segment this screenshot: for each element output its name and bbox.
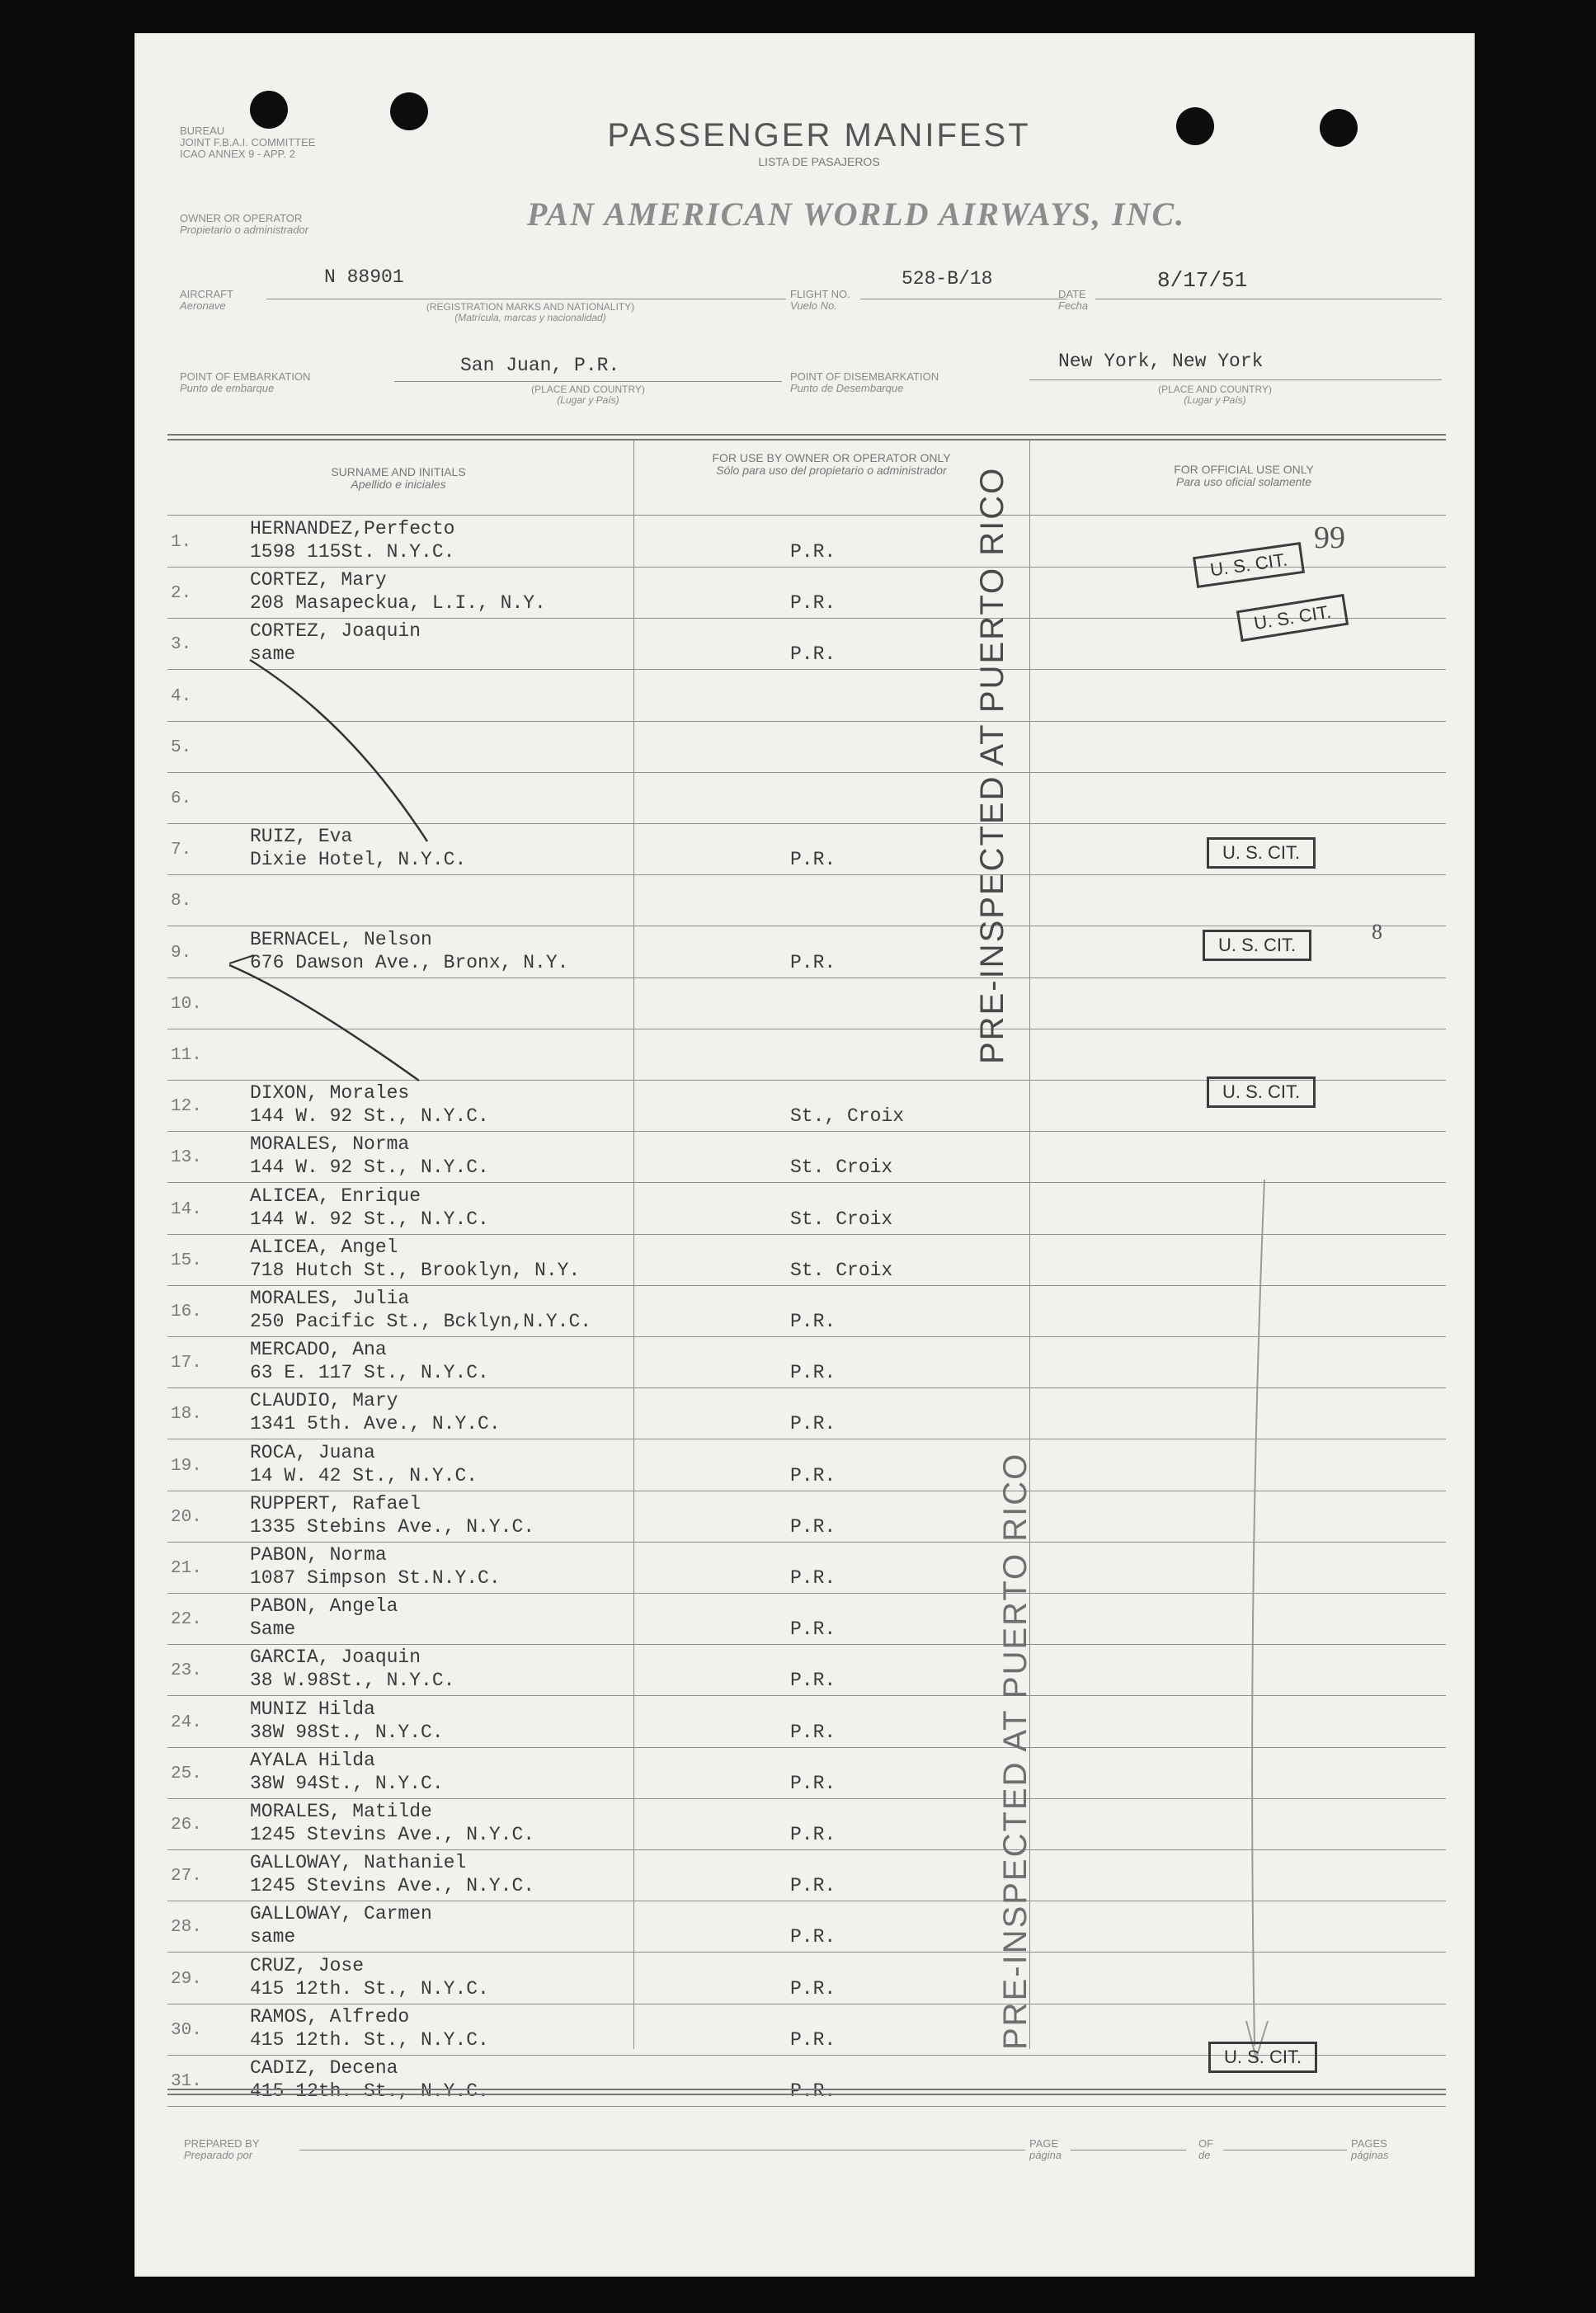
row-number: 12. — [171, 1097, 202, 1117]
passenger-address: same — [250, 1926, 296, 1948]
origin-code: St. Croix — [790, 1259, 893, 1281]
row-number: 16. — [171, 1303, 202, 1321]
row-number: 17. — [171, 1354, 202, 1373]
origin-code: P.R. — [790, 1875, 836, 1897]
disembark-label: POINT OF DISEMBARKATION Punto de Desembarque — [790, 370, 939, 394]
column-header-official: FOR OFFICIAL USE ONLY Para uso oficial solamente — [1174, 463, 1314, 488]
stamp-line: JOINT F.B.A.I. COMMITTEE — [180, 136, 316, 148]
passenger-name: DIXON, Morales — [250, 1082, 410, 1105]
table-top-rule — [167, 434, 1446, 436]
row-number: 2. — [171, 584, 192, 604]
aircraft-label: AIRCRAFT Aeronave — [180, 288, 233, 312]
passenger-address: 144 W. 92 St., N.Y.C. — [250, 1156, 489, 1179]
punch-hole — [390, 92, 428, 130]
passenger-address: 1245 Stevins Ave., N.Y.C. — [250, 1824, 535, 1845]
us-cit-stamp: U. S. CIT. — [1203, 930, 1311, 961]
row-number: 14. — [171, 1199, 202, 1219]
origin-code: P.R. — [790, 1721, 836, 1743]
passenger-address: 676 Dawson Ave., Bronx, N.Y. — [250, 951, 569, 973]
origin-code: P.R. — [790, 1772, 836, 1794]
origin-code: St. Croix — [790, 1208, 893, 1230]
row-number: 25. — [171, 1764, 202, 1783]
origin-code: P.R. — [790, 1311, 836, 1332]
manifest-page — [134, 33, 1475, 2277]
preinspected-stamp: PRE-INSPECTED AT PUERTO RICO — [997, 1452, 1033, 2050]
row-number: 24. — [171, 1712, 202, 1732]
pages-label: PAGES páginas — [1351, 2137, 1389, 2161]
origin-code: P.R. — [790, 1977, 836, 2000]
row-number: 1. — [171, 533, 192, 552]
origin-code: P.R. — [790, 1926, 836, 1948]
passenger-name: GALLOWAY, Nathaniel — [250, 1852, 467, 1874]
passenger-name: ALICEA, Angel — [250, 1236, 398, 1258]
passenger-address: 415 12th. St., N.Y.C. — [250, 1977, 489, 2000]
row-number: 7. — [171, 841, 192, 860]
passenger-name: AYALA Hilda — [250, 1749, 375, 1771]
row-number: 20. — [171, 1507, 202, 1527]
table-bottom-rule — [167, 2089, 1446, 2090]
us-cit-stamp: U. S. CIT. — [1208, 2042, 1317, 2073]
row-number: 9. — [171, 943, 192, 963]
cross-out-mark — [221, 949, 468, 1097]
aircraft-caption: (REGISTRATION MARKS AND NATIONALITY) (Matrícula, marcas y nacionalidad) — [426, 301, 635, 323]
row-number: 5. — [171, 737, 192, 757]
origin-code: P.R. — [790, 1413, 836, 1435]
disembark-value: New York, New York — [1058, 351, 1264, 372]
page-title: PASSENGER MANIFEST — [607, 117, 1031, 153]
origin-code: P.R. — [790, 1567, 836, 1589]
origin-code: P.R. — [790, 951, 836, 973]
origin-code: P.R. — [790, 1618, 836, 1641]
us-cit-stamp: U. S. CIT. — [1193, 542, 1305, 588]
passenger-address: 1598 115St. N.Y.C. — [250, 541, 455, 563]
passenger-name: MUNIZ Hilda — [250, 1698, 375, 1720]
page-subtitle: LISTA DE PASAJEROS — [758, 155, 880, 168]
flight-value: 528-B/18 — [902, 268, 993, 290]
passenger-name: GARCIA, Joaquin — [250, 1646, 421, 1669]
table-row — [167, 875, 1446, 926]
passenger-address: 718 Hutch St., Brooklyn, N.Y. — [250, 1259, 581, 1281]
passenger-address: 1335 Stebins Ave., N.Y.C. — [250, 1515, 535, 1538]
passenger-address: 63 E. 117 St., N.Y.C. — [250, 1362, 489, 1384]
cross-out-mark — [242, 652, 489, 850]
column-header-name: SURNAME AND INITIALS Apellido e iniciales — [331, 465, 466, 491]
passenger-address: Same — [250, 1618, 296, 1641]
us-cit-stamp: U. S. CIT. — [1236, 594, 1349, 642]
passenger-address: same — [250, 643, 296, 666]
passenger-name: RAMOS, Alfredo — [250, 2005, 410, 2028]
passenger-address: 250 Pacific St., Bcklyn,N.Y.C. — [250, 1311, 592, 1332]
origin-code: P.R. — [790, 2080, 836, 2102]
row-rule — [167, 2106, 1446, 2107]
of-label: OF de — [1198, 2137, 1214, 2161]
passenger-address: 14 W. 42 St., N.Y.C. — [250, 1464, 478, 1486]
origin-code: St., Croix — [790, 1105, 905, 1128]
origin-code: P.R. — [790, 1362, 836, 1384]
passenger-name: ROCA, Juana — [250, 1441, 375, 1463]
table-bottom-rule — [167, 2094, 1446, 2095]
passenger-address: 38 W.98St., N.Y.C. — [250, 1670, 455, 1692]
prepared-by-label: PREPARED BY Preparado por — [184, 2137, 260, 2161]
row-number: 26. — [171, 1816, 202, 1835]
row-number: 6. — [171, 789, 192, 808]
rule — [394, 381, 782, 382]
row-number: 11. — [171, 1046, 202, 1065]
passenger-name: CORTEZ, Joaquin — [250, 620, 421, 643]
passenger-name: PABON, Angela — [250, 1595, 398, 1618]
stamp-line: ICAO ANNEX 9 - APP. 2 — [180, 148, 295, 160]
row-number: 4. — [171, 686, 192, 706]
passenger-address: 38W 98St., N.Y.C. — [250, 1721, 444, 1743]
row-number: 21. — [171, 1559, 202, 1578]
origin-code: P.R. — [790, 592, 836, 615]
passenger-name: BERNACEL, Nelson — [250, 928, 432, 950]
aircraft-value: N 88901 — [324, 266, 404, 288]
airline-name: PAN AMERICAN WORLD AIRWAYS, INC. — [526, 195, 1186, 233]
us-cit-stamp: U. S. CIT. — [1207, 837, 1316, 869]
handwritten-mark: 99 — [1314, 521, 1345, 555]
embark-label: POINT OF EMBARKATION Punto de embarque — [180, 370, 311, 394]
passenger-address: 1245 Stevins Ave., N.Y.C. — [250, 1875, 535, 1897]
rule — [1029, 379, 1442, 380]
passenger-name: MORALES, Julia — [250, 1288, 410, 1309]
row-number: 8. — [171, 892, 192, 912]
row-number: 30. — [171, 2020, 202, 2040]
row-number: 13. — [171, 1148, 202, 1168]
origin-code: P.R. — [790, 1824, 836, 1845]
origin-code: P.R. — [790, 849, 836, 871]
passenger-name: RUIZ, Eva — [250, 826, 353, 848]
row-number: 22. — [171, 1610, 202, 1630]
embark-value: San Juan, P.R. — [460, 355, 620, 376]
origin-code: P.R. — [790, 643, 836, 666]
disembark-caption: (PLACE AND COUNTRY) (Lugar y País) — [1158, 384, 1272, 406]
punch-hole — [250, 91, 288, 129]
passenger-name: RUPPERT, Rafael — [250, 1492, 421, 1515]
date-label: DATE Fecha — [1058, 288, 1089, 312]
us-cit-stamp: U. S. CIT. — [1207, 1076, 1316, 1108]
origin-code: P.R. — [790, 2028, 836, 2051]
owner-label: OWNER OR OPERATOR Propietario o administrador — [180, 212, 309, 236]
passenger-name: ALICEA, Enrique — [250, 1185, 421, 1207]
pencil-bracket-mark — [1240, 1171, 1289, 2095]
origin-code: P.R. — [790, 1515, 836, 1538]
row-number: 19. — [171, 1456, 202, 1476]
row-number: 10. — [171, 994, 202, 1014]
passenger-name: CRUZ, Jose — [250, 1954, 365, 1976]
row-number: 29. — [171, 1969, 202, 1989]
header-rule — [167, 515, 1446, 516]
column-header-owner-use: FOR USE BY OWNER OR OPERATOR ONLY Sólo para uso del propietario o administrador — [712, 451, 951, 477]
form-approval-stamp — [180, 125, 315, 160]
passenger-address: 415 12th. St., N.Y.C. — [250, 2080, 489, 2102]
punch-hole — [1320, 109, 1358, 147]
row-number: 3. — [171, 635, 192, 655]
passenger-address: 144 W. 92 St., N.Y.C. — [250, 1208, 489, 1230]
passenger-name: MORALES, Norma — [250, 1133, 410, 1156]
row-number: 23. — [171, 1661, 202, 1681]
passenger-address: 38W 94St., N.Y.C. — [250, 1772, 444, 1794]
origin-code: St. Croix — [790, 1156, 893, 1179]
passenger-address: Dixie Hotel, N.Y.C. — [250, 849, 467, 871]
passenger-address: 1341 5th. Ave., N.Y.C. — [250, 1413, 501, 1435]
passenger-name: CADIZ, Decena — [250, 2057, 398, 2079]
origin-code: P.R. — [790, 541, 836, 563]
passenger-name: CORTEZ, Mary — [250, 569, 387, 591]
passenger-name: CLAUDIO, Mary — [250, 1390, 398, 1412]
passenger-name: HERNANDEZ,Perfecto — [250, 518, 455, 539]
row-number: 27. — [171, 1867, 202, 1887]
passenger-address: 1087 Simpson St.N.Y.C. — [250, 1567, 501, 1589]
table-top-rule — [167, 439, 1446, 440]
row-number: 31. — [171, 2072, 202, 2091]
embark-caption: (PLACE AND COUNTRY) (Lugar y País) — [531, 384, 645, 406]
passenger-address: 415 12th. St., N.Y.C. — [250, 2028, 489, 2051]
row-number: 15. — [171, 1251, 202, 1270]
handwritten-mark: 8 — [1372, 920, 1382, 944]
flight-label: FLIGHT NO. Vuelo No. — [790, 288, 850, 312]
punch-hole — [1176, 107, 1214, 145]
origin-code: P.R. — [790, 1464, 836, 1486]
row-number: 28. — [171, 1918, 202, 1938]
date-value: 8/17/51 — [1157, 268, 1248, 293]
passenger-name: MERCADO, Ana — [250, 1339, 387, 1361]
preinspected-stamp: PRE-INSPECTED AT PUERTO RICO — [974, 466, 1010, 1064]
passenger-address: 208 Masapeckua, L.I., N.Y. — [250, 592, 546, 615]
passenger-name: GALLOWAY, Carmen — [250, 1903, 432, 1925]
passenger-name: PABON, Norma — [250, 1544, 387, 1566]
origin-code: P.R. — [790, 1670, 836, 1692]
row-number: 18. — [171, 1405, 202, 1425]
passenger-address: 144 W. 92 St., N.Y.C. — [250, 1105, 489, 1128]
stamp-line: BUREAU — [180, 125, 225, 137]
page-label: PAGE página — [1029, 2137, 1062, 2161]
passenger-name: MORALES, Matilde — [250, 1801, 432, 1822]
